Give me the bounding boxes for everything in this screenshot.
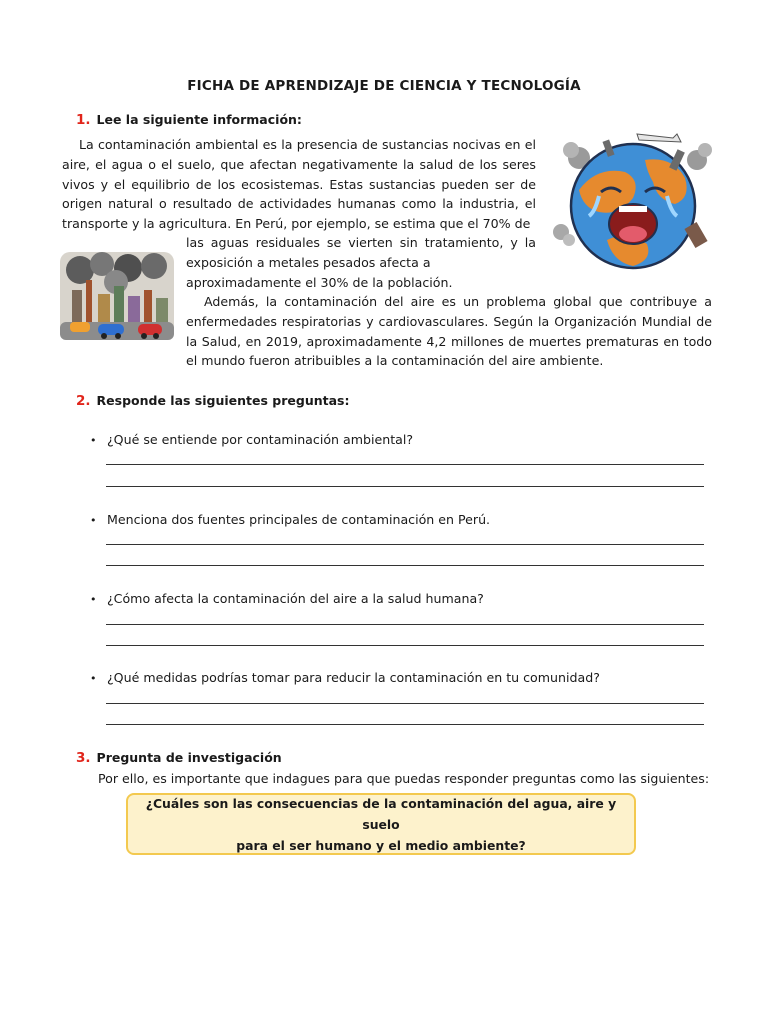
- crying-earth-illustration: [549, 120, 717, 280]
- section-2-heading: [76, 393, 349, 409]
- question-4-text: ¿Qué medidas podrías tomar para reducir la contaminación en tu comunidad?: [107, 670, 600, 685]
- section-3-number: 3.: [76, 750, 91, 766]
- answer-line[interactable]: [106, 486, 704, 487]
- answer-line[interactable]: [106, 544, 704, 545]
- section-1-number: 1.: [76, 112, 91, 128]
- research-question: [128, 793, 634, 856]
- question-3: [90, 591, 484, 606]
- question-3-text: ¿Cómo afecta la contaminación del aire a la salud humana?: [107, 591, 484, 606]
- paragraph-1-part-1: La contaminación ambiental es la presencia de sustancias nocivas en el aire, el agua o el suelo, que afectan negativamente la salud de los seres vivos y el equilibrio de los ecosistemas. Estas sustancias pueden ser de origen natural o resultado de actividades humanas como la industria, el transporte y la agricultura. En Perú, por ejemplo, se estima que el 70% de: [62, 137, 536, 232]
- answer-line[interactable]: [106, 645, 704, 646]
- paragraph-1-part-2: [186, 233, 536, 292]
- section-3-heading: [76, 750, 282, 766]
- bullet-icon: •: [90, 672, 97, 685]
- answer-line[interactable]: [106, 565, 704, 566]
- section-3-intro: Por ello, es importante que indagues para que puedas responder preguntas como las siguientes:: [98, 771, 710, 786]
- question-1: [90, 432, 413, 447]
- question-1-text: ¿Qué se entiende por contaminación ambiental?: [107, 432, 414, 447]
- page-title: FICHA DE APRENDIZAJE DE CIENCIA Y TECNOLOGÍA: [187, 78, 581, 94]
- section-3-title: Pregunta de investigación: [96, 750, 282, 765]
- section-2-title: Responde las siguientes preguntas:: [96, 393, 350, 408]
- bullet-icon: •: [90, 593, 97, 606]
- answer-line[interactable]: [106, 703, 704, 704]
- section-2-number: 2.: [76, 393, 91, 409]
- answer-line[interactable]: [106, 464, 704, 465]
- question-2-text: Menciona dos fuentes principales de contaminación en Perú.: [107, 512, 491, 527]
- question-2: [90, 512, 490, 527]
- bullet-icon: •: [90, 514, 97, 527]
- bullet-icon: •: [90, 434, 97, 447]
- answer-line[interactable]: [106, 724, 704, 725]
- question-4: [90, 670, 600, 685]
- paragraph-1-part-2b: aproximadamente el 30% de la población.: [186, 274, 453, 290]
- polluted-city-illustration: [58, 250, 176, 342]
- answer-line[interactable]: [106, 624, 704, 625]
- research-question-box: [126, 793, 636, 855]
- paragraph-2: Además, la contaminación del aire es un problema global que contribuye a enfermedades respiratorias y cardiovasculares. Según la Organización Mundial de la Salud, en 2019, aproximadamente 4,2 millones de muertes prematuras en todo el mundo fueron atribuibles a la contaminación del aire ambiente.: [186, 294, 712, 369]
- section-1-title: Lee la siguiente información:: [96, 112, 302, 127]
- research-question-line-1: ¿Cuáles son las consecuencias de la contaminación del agua, aire y suelo: [145, 795, 617, 832]
- paragraph-1-part-2a: las aguas residuales se vierten sin tratamiento, y la exposición a metales pesados afecta a: [186, 235, 536, 270]
- section-1-heading: [76, 112, 302, 128]
- research-question-line-2: para el ser humano y el medio ambiente?: [236, 837, 526, 853]
